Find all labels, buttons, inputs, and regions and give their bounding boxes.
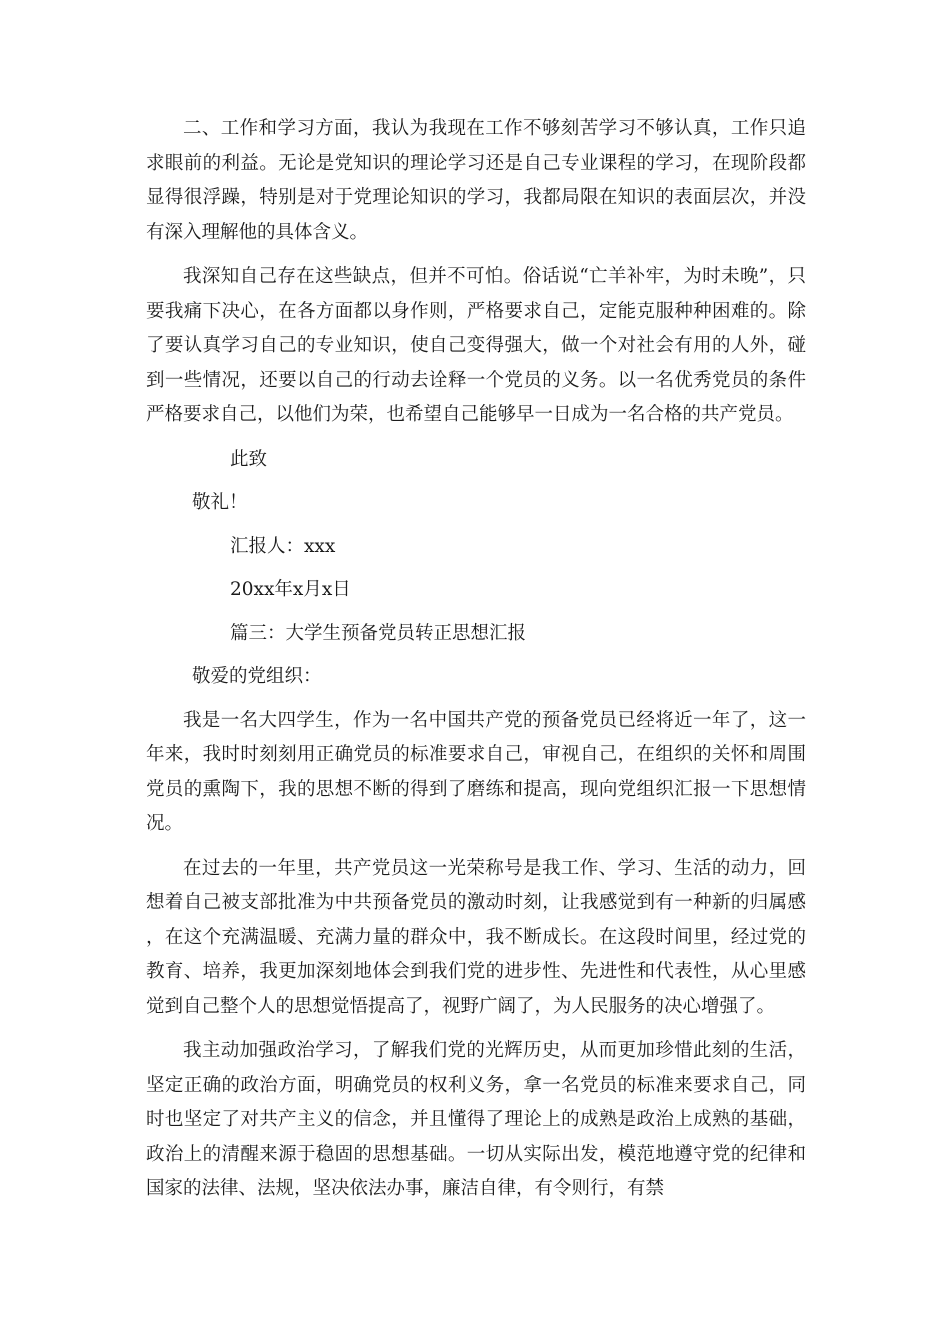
section-title: 篇三：大学生预备党员转正思想汇报 [230, 622, 527, 644]
paragraph-political-study: 我主动加强政治学习，了解我们党的光辉历史，从而更加珍惜此刻的生活，坚定正确的政治方面，明确党员的权利义务，拿一名党员的标准来要求自己，同时也坚定了对共产主义的信念，并且懂得了理论上的成熟是政治上成熟的基础，政治上的清醒来源于稳固的思想基础。一切从实际出发，模范地遵守党的纪律和国家的法律、法规，坚决依法办事，廉洁自律，有令则行，有禁 [146, 1040, 806, 1199]
salute-line: 敬礼！ [192, 492, 248, 513]
paragraph-work-study: 二、工作和学习方面，我认为我现在工作不够刻苦学习不够认真，工作只追求眼前的利益。无论是党知识的理论学习还是自己专业课程的学习，在现阶段都显得很浮躁，特别是对于党理论知识的学习，我都局限在知识的表面层次，并没有深入理解他的具体含义。 [146, 118, 806, 243]
reporter-line: 汇报人：xxx [230, 535, 336, 557]
paragraph-shortcomings: 我深知自己存在这些缺点，但并不可怕。俗话说“亡羊补牢，为时未晚”，只要我痛下决心，在各方面都以身作则，严格要求自己，定能克服种种困难的。除了要认真学习自己的专业知识，使自己变得强大，做一个对社会有用的人外，碰到一些情况，还要以自己的行动去诠释一个党员的义务。以一名优秀党员的条件严格要求自己，以他们为荣，也希望自己能够早一日成为一名合格的共产党员。 [146, 266, 806, 425]
date-line: 20xx年x月x日 [230, 579, 351, 600]
document-page [146, 112, 806, 1217]
greeting-line: 敬爱的党组织： [192, 666, 322, 687]
paragraph-intro: 我是一名大四学生，作为一名中国共产党的预备党员已经将近一年了，这一年来，我时时刻刻用正确党员的标准要求自己，审视自己，在组织的关怀和周围党员的熏陶下，我的思想不断的得到了磨练和提高，现向党组织汇报一下思想情况。 [146, 709, 806, 834]
paragraph-past-year: 在过去的一年里，共产党员这一光荣称号是我工作、学习、生活的动力，回想着自己被支部批准为中共预备党员的激动时刻，让我感觉到有一种新的归属感，在这个充满温暖、充满力量的群众中，我不断成长。在这段时间里，经过党的教育、培养，我更加深刻地体会到我们党的进步性、先进性和代表性，从心里感觉到自己整个人的思想觉悟提高了，视野广阔了，为人民服务的决心增强了。 [146, 857, 806, 1017]
closing-line: 此致 [230, 448, 268, 470]
